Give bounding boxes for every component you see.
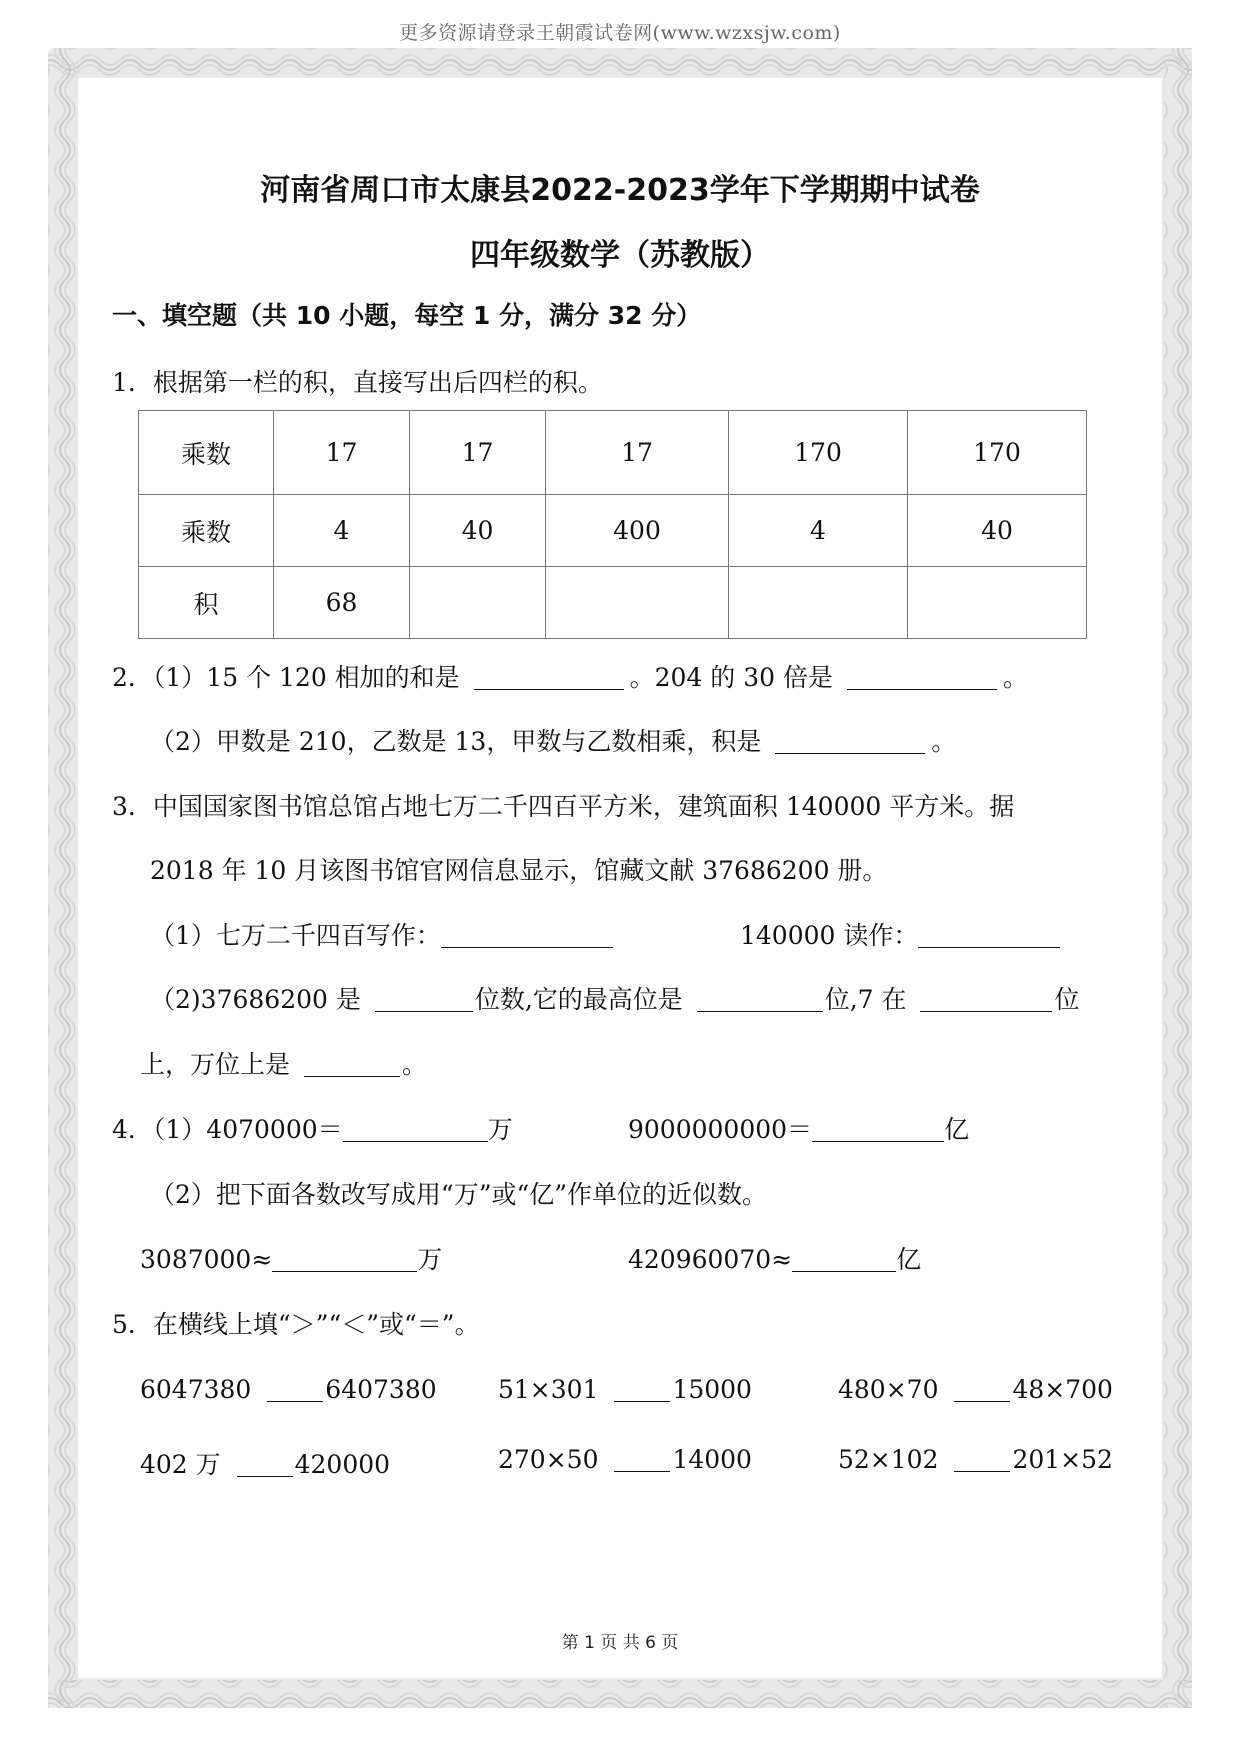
compare-item bbox=[140, 1375, 437, 1404]
table-cell: 400 bbox=[546, 495, 729, 567]
question-4-part-2: （2）把下面各数改写成用“万”或“亿”作单位的近似数。 bbox=[150, 1180, 768, 1209]
compare-right: 201×52 bbox=[1012, 1445, 1113, 1474]
compare-left: 6047380 bbox=[140, 1375, 252, 1404]
answer-cell[interactable] bbox=[908, 567, 1087, 639]
question-1-text: 1．根据第一栏的积，直接写出后四栏的积。 bbox=[112, 368, 603, 397]
answer-blank[interactable] bbox=[474, 663, 624, 690]
question-3-part-2-cont bbox=[140, 1045, 427, 1081]
question-4-part-3 bbox=[140, 1240, 442, 1276]
q2-text-a: 2．（1）15 个 120 相加的和是 bbox=[112, 663, 460, 692]
answer-blank[interactable] bbox=[918, 921, 1060, 948]
question-3-line-1: 3．中国国家图书馆总馆占地七万二千四百平方米，建筑面积 140000 平方米。据 bbox=[112, 792, 1015, 821]
page-subtitle: 四年级数学（苏教版） bbox=[470, 238, 770, 273]
table-cell: 40 bbox=[908, 495, 1087, 567]
answer-blank[interactable] bbox=[792, 1245, 896, 1272]
q4-text-f: 万 bbox=[417, 1245, 443, 1274]
row-label: 乘数 bbox=[139, 495, 274, 567]
q3-text-f: 位 bbox=[1054, 985, 1080, 1014]
q3-text-e: 位,7 在 bbox=[824, 985, 907, 1014]
table-cell: 4 bbox=[274, 495, 410, 567]
q3-text-a: （1）七万二千四百写作： bbox=[150, 921, 441, 950]
compare-right: 15000 bbox=[672, 1375, 752, 1404]
compare-left: 52×102 bbox=[838, 1445, 939, 1474]
compare-right: 420000 bbox=[294, 1450, 391, 1479]
answer-blank[interactable] bbox=[697, 985, 823, 1012]
table-row bbox=[139, 411, 1087, 495]
table-row bbox=[139, 567, 1087, 639]
q4-text-c: 9000000000＝ bbox=[628, 1115, 813, 1144]
answer-cell[interactable] bbox=[729, 567, 908, 639]
table-cell: 4 bbox=[729, 495, 908, 567]
q2-text-d: （2）甲数是 210，乙数是 13，甲数与乙数相乘，积是 bbox=[150, 727, 762, 756]
compare-item bbox=[498, 1445, 752, 1474]
q4-text-a: 4．（1）4070000＝ bbox=[112, 1115, 343, 1144]
question-2-line-1 bbox=[112, 658, 1028, 694]
table-cell: 68 bbox=[274, 567, 410, 639]
table-cell: 17 bbox=[410, 411, 546, 495]
row-label: 乘数 bbox=[139, 411, 274, 495]
answer-blank[interactable] bbox=[847, 663, 997, 690]
question-3-line-2: 2018 年 10 月该图书馆官网信息显示，馆藏文献 37686200 册。 bbox=[150, 856, 888, 885]
compare-left: 270×50 bbox=[498, 1445, 599, 1474]
compare-item bbox=[140, 1445, 390, 1481]
answer-blank[interactable] bbox=[267, 1375, 323, 1402]
answer-blank[interactable] bbox=[304, 1050, 400, 1077]
answer-blank[interactable] bbox=[920, 985, 1052, 1012]
compare-right: 48×700 bbox=[1012, 1375, 1113, 1404]
q4-text-d: 亿 bbox=[944, 1115, 970, 1144]
table-cell: 170 bbox=[908, 411, 1087, 495]
answer-blank[interactable] bbox=[775, 727, 925, 754]
table-row bbox=[139, 495, 1087, 567]
answer-blank[interactable] bbox=[954, 1375, 1010, 1402]
page-title: 河南省周口市太康县2022-2023学年下学期期中试卷 bbox=[260, 173, 980, 208]
answer-blank[interactable] bbox=[954, 1445, 1010, 1472]
answer-blank[interactable] bbox=[237, 1450, 293, 1477]
q4-text-b: 万 bbox=[487, 1115, 513, 1144]
question-3-part-2 bbox=[150, 980, 1080, 1016]
question-4-part-3b bbox=[628, 1240, 921, 1276]
question-4-part-1b bbox=[628, 1110, 969, 1146]
q3-text-h: 。 bbox=[401, 1050, 427, 1079]
question-2-line-2 bbox=[150, 722, 956, 758]
compare-item bbox=[838, 1375, 1113, 1404]
q4-text-g: 420960070≈ bbox=[628, 1245, 793, 1274]
watermark-text: 更多资源请登录王朝霞试卷网(www.wzxsjw.com) bbox=[399, 22, 841, 44]
q3-text-d: 位数,它的最高位是 bbox=[474, 985, 683, 1014]
table-cell: 17 bbox=[546, 411, 729, 495]
answer-cell[interactable] bbox=[410, 567, 546, 639]
compare-left: 51×301 bbox=[498, 1375, 599, 1404]
compare-right: 6407380 bbox=[325, 1375, 437, 1404]
q2-text-b: 。204 的 30 倍是 bbox=[629, 663, 834, 692]
table-cell: 40 bbox=[410, 495, 546, 567]
section-heading: 一、填空题（共 10 小题，每空 1 分，满分 32 分） bbox=[112, 301, 702, 330]
compare-right: 14000 bbox=[672, 1445, 752, 1474]
compare-item bbox=[838, 1445, 1113, 1474]
multiplication-table bbox=[138, 410, 1087, 639]
row-label: 积 bbox=[139, 567, 274, 639]
page-footer: 第 1 页 共 6 页 bbox=[561, 1633, 679, 1653]
answer-blank[interactable] bbox=[614, 1375, 670, 1402]
q3-text-c: （2)37686200 是 bbox=[150, 985, 361, 1014]
q4-text-h: 亿 bbox=[896, 1245, 922, 1274]
question-3-part-1b bbox=[740, 916, 1060, 952]
compare-left: 480×70 bbox=[838, 1375, 939, 1404]
answer-blank[interactable] bbox=[441, 921, 613, 948]
question-3-part-1 bbox=[150, 916, 613, 952]
q2-text-e: 。 bbox=[931, 727, 957, 756]
question-4-part-1 bbox=[112, 1110, 513, 1146]
compare-item bbox=[498, 1375, 752, 1404]
answer-blank[interactable] bbox=[614, 1445, 670, 1472]
answer-cell[interactable] bbox=[546, 567, 729, 639]
answer-blank[interactable] bbox=[812, 1115, 944, 1142]
q2-text-c: 。 bbox=[1002, 663, 1028, 692]
question-5-text: 5．在横线上填“＞”“＜”或“＝”。 bbox=[112, 1310, 480, 1339]
answer-blank[interactable] bbox=[343, 1115, 488, 1142]
compare-left: 402 万 bbox=[140, 1450, 221, 1479]
table-cell: 17 bbox=[274, 411, 410, 495]
answer-blank[interactable] bbox=[375, 985, 473, 1012]
q3-text-g: 上，万位上是 bbox=[140, 1050, 291, 1079]
table-cell: 170 bbox=[729, 411, 908, 495]
q3-text-b: 140000 读作： bbox=[740, 921, 919, 950]
answer-blank[interactable] bbox=[272, 1245, 417, 1272]
q4-text-e: 3087000≈ bbox=[140, 1245, 273, 1274]
